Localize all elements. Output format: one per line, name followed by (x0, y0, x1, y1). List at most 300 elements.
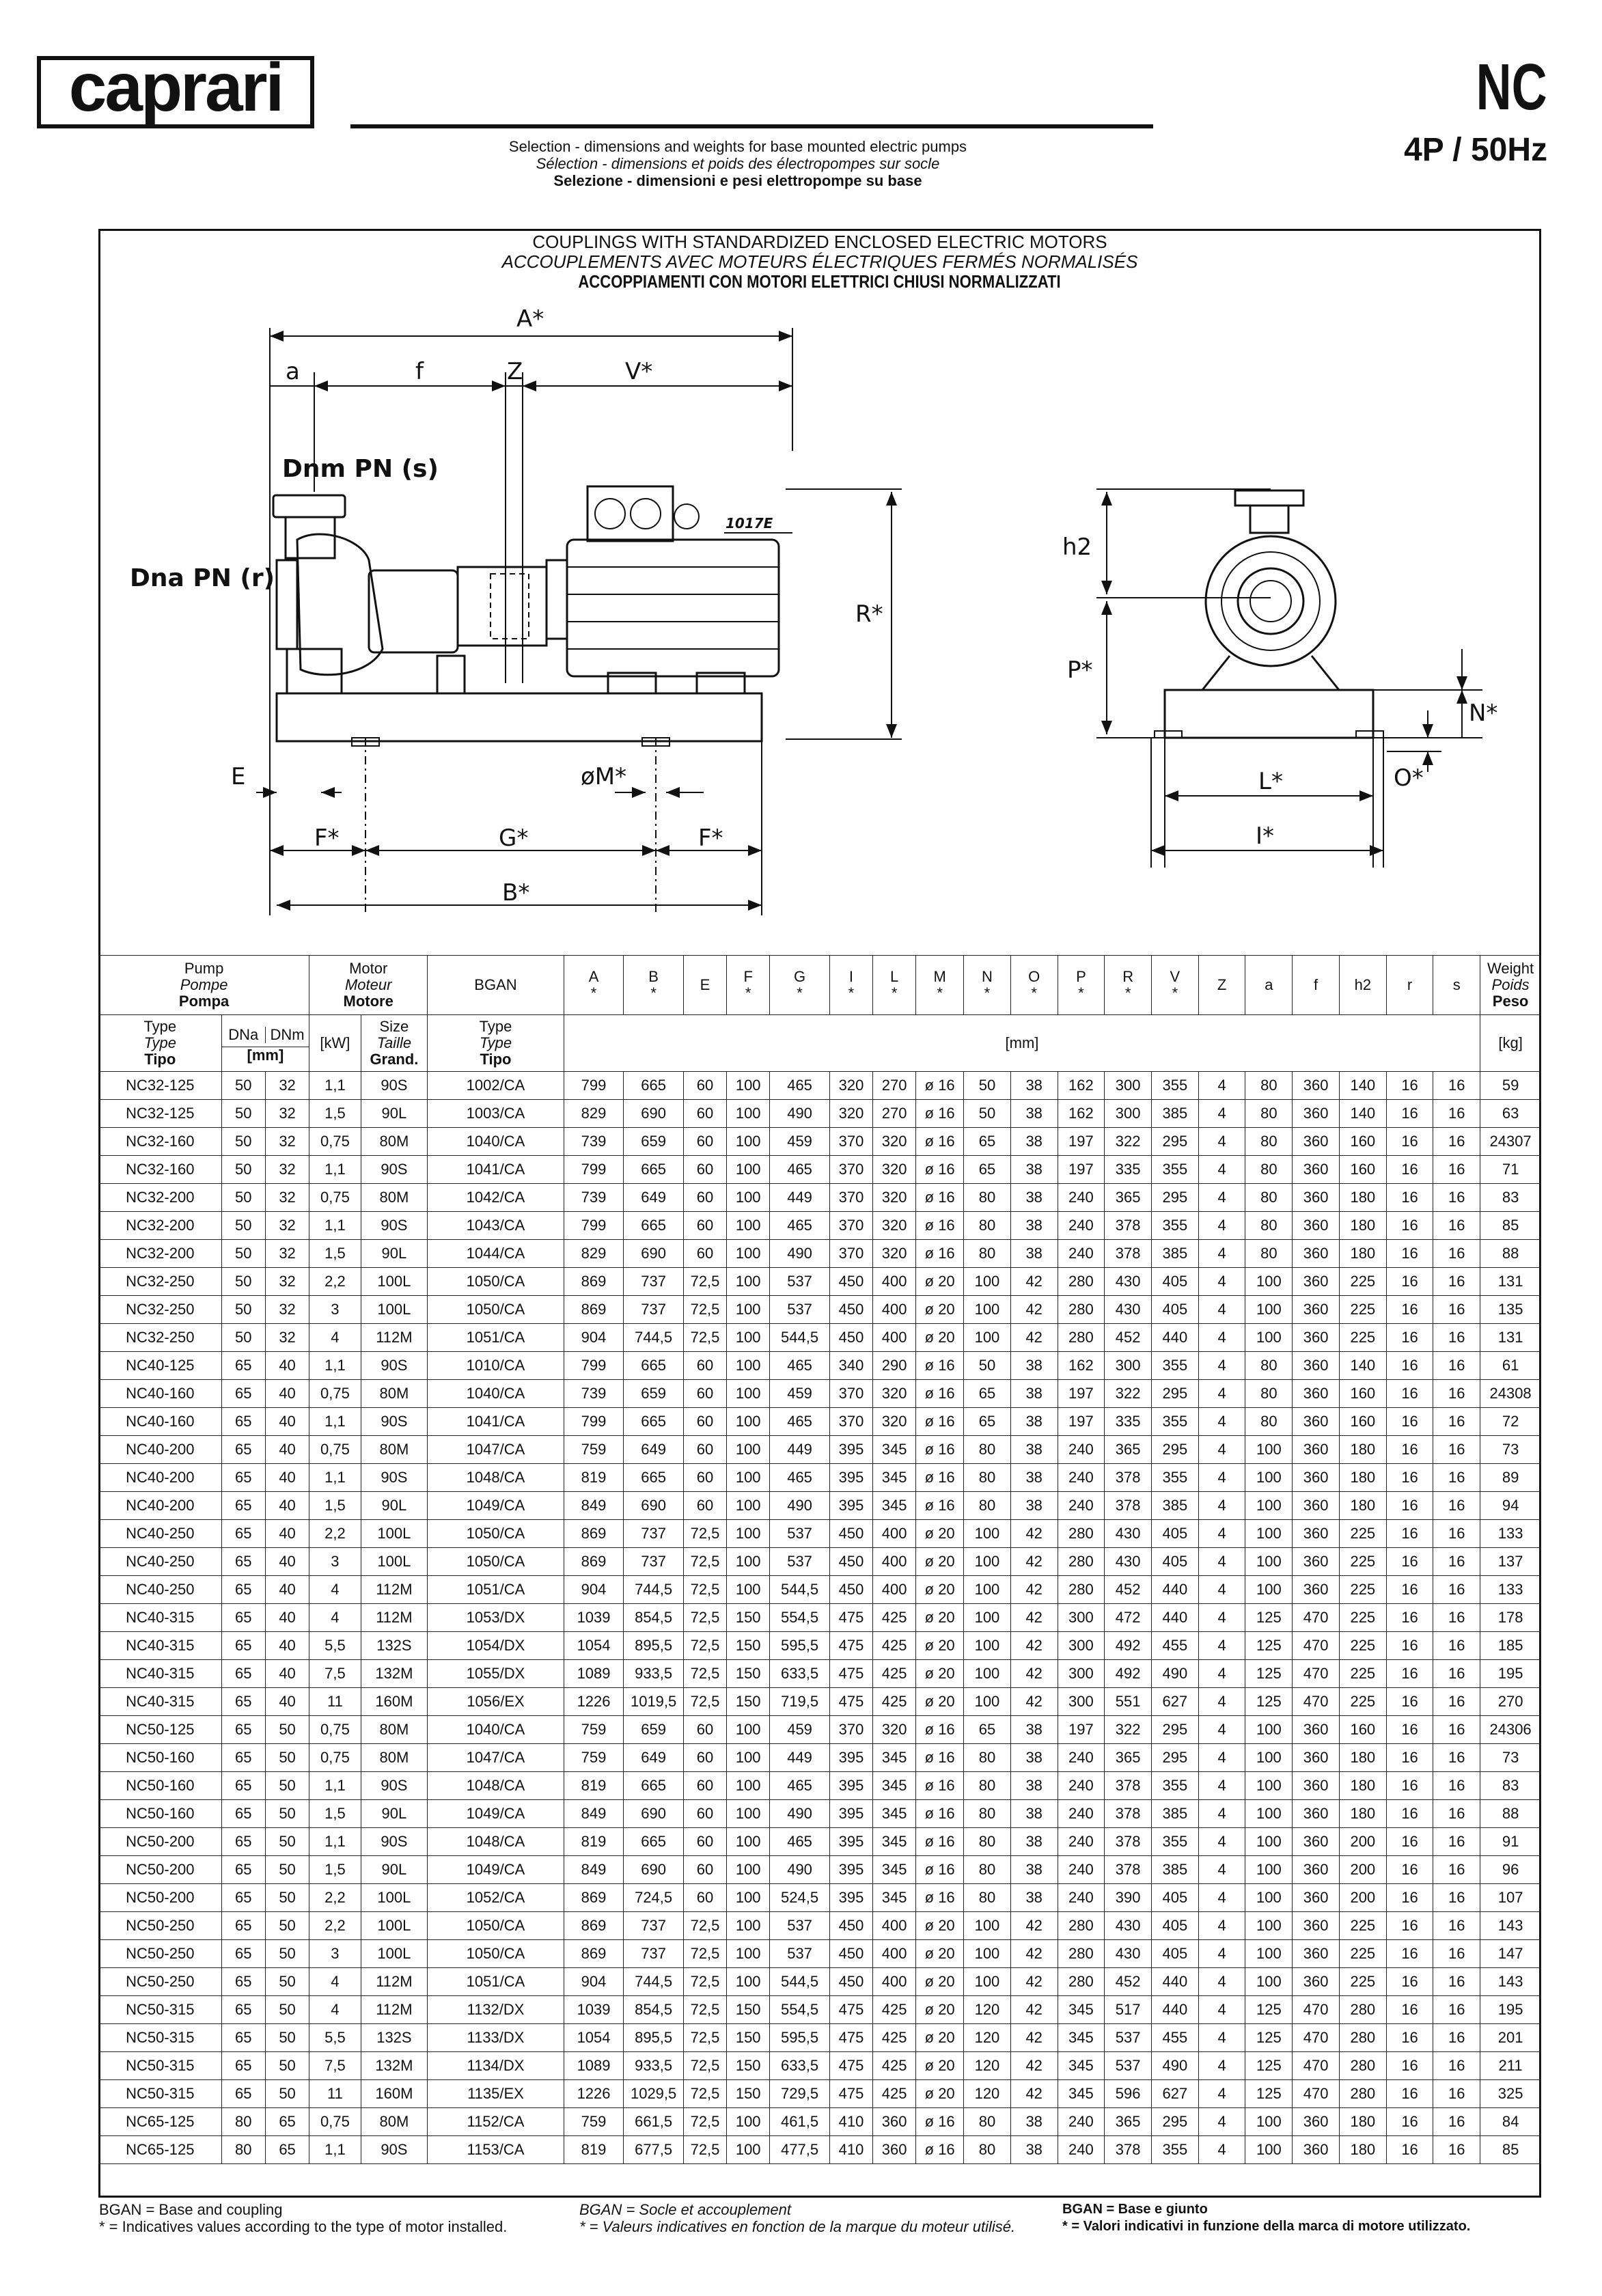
table-cell: 395 (829, 1744, 872, 1772)
table-cell: 197 (1058, 1128, 1105, 1156)
table-cell: 72,5 (683, 1996, 726, 2024)
table-cell: 16 (1433, 1352, 1480, 1380)
diagram-title-fr: ACCOUPLEMENTS AVEC MOTEURS ÉLECTRIQUES FERMÉS NORMALISÉS (501, 251, 1138, 272)
header-dnm: DNm (270, 1025, 305, 1043)
table-cell: 1226 (564, 1688, 624, 1716)
table-cell: 492 (1105, 1632, 1152, 1660)
table-cell: 819 (564, 2136, 624, 2164)
table-cell: 90L (361, 1100, 428, 1128)
frequency-label: 4P / 50Hz (1404, 132, 1547, 168)
table-cell: 1051/CA (428, 1576, 564, 1604)
table-cell: 11 (309, 1688, 361, 1716)
table-cell: 1,1 (309, 1772, 361, 1800)
table-cell: 322 (1105, 1128, 1152, 1156)
table-row (99, 1604, 1541, 1632)
table-cell: 455 (1152, 1632, 1199, 1660)
table-cell: 4 (1198, 1408, 1245, 1436)
table-cell: 38 (1010, 1156, 1058, 1184)
table-cell: 335 (1105, 1408, 1152, 1436)
subtitle-it: Selezione - dimensioni e pesi elettropompe su base (553, 172, 922, 189)
table-cell: 24308 (1480, 1380, 1541, 1408)
table-cell: 16 (1433, 1128, 1480, 1156)
table-cell: 869 (564, 1940, 624, 1968)
table-cell: ø 20 (916, 2024, 964, 2052)
table-row (99, 1240, 1541, 1268)
table-cell: 240 (1058, 1884, 1105, 1912)
table-cell: 16 (1386, 2136, 1433, 2164)
table-cell: 100 (727, 1576, 770, 1604)
table-cell: 4 (1198, 2024, 1245, 2052)
table-cell: 42 (1010, 1576, 1058, 1604)
table-cell: 1019,5 (624, 1688, 684, 1716)
table-cell: 72,5 (683, 2052, 726, 2080)
table-cell: 0,75 (309, 1380, 361, 1408)
table-cell: 50 (221, 1324, 265, 1352)
table-cell: 370 (829, 1716, 872, 1744)
table-cell: 38 (1010, 1828, 1058, 1856)
table-cell: 300 (1105, 1100, 1152, 1128)
table-cell: 400 (873, 1548, 916, 1576)
table-cell: 544,5 (770, 1968, 830, 1996)
table-cell: 345 (873, 1772, 916, 1800)
table-cell: 38 (1010, 1352, 1058, 1380)
table-cell: 100 (727, 1072, 770, 1100)
table-cell: 280 (1058, 1912, 1105, 1940)
table-cell: 849 (564, 1856, 624, 1884)
table-cell: 849 (564, 1492, 624, 1520)
table-cell: 537 (1105, 2052, 1152, 2080)
header-dna: DNa (222, 1027, 266, 1043)
table-cell: 345 (873, 1492, 916, 1520)
table-cell: 90S (361, 2136, 428, 2164)
table-cell: 16 (1386, 1184, 1433, 1212)
table-cell: ø 16 (916, 1856, 964, 1884)
table-cell: 300 (1105, 1352, 1152, 1380)
table-cell: 295 (1152, 1380, 1199, 1408)
table-cell: 4 (1198, 2080, 1245, 2108)
table-cell: 197 (1058, 1408, 1105, 1436)
table-row (99, 1884, 1541, 1912)
table-row (99, 1660, 1541, 1688)
table-cell: NC32-250 (99, 1268, 222, 1296)
table-cell: 180 (1339, 1184, 1386, 1212)
diagram-title-it: ACCOPPIAMENTI CON MOTORI ELETTRICI CHIUSI NORMALIZZATI (578, 271, 1062, 292)
table-cell: 345 (873, 1464, 916, 1492)
table-cell: 50 (221, 1240, 265, 1268)
table-cell: 100 (1245, 1968, 1293, 1996)
table-cell: 459 (770, 1380, 830, 1408)
table-cell: 40 (265, 1436, 309, 1464)
table-cell: 405 (1152, 1884, 1199, 1912)
table-row (99, 1492, 1541, 1520)
table-cell: 80 (1245, 1408, 1293, 1436)
table-cell: 80 (964, 1492, 1011, 1520)
table-cell: 517 (1105, 1996, 1152, 2024)
table-cell: 849 (564, 1800, 624, 1828)
table-cell: 112M (361, 1576, 428, 1604)
dim-label-V: V* (625, 358, 653, 385)
table-cell: 65 (221, 1912, 265, 1940)
table-cell: 300 (1058, 1604, 1105, 1632)
table-cell: 211 (1480, 2052, 1541, 2080)
table-cell: 2,2 (309, 1884, 361, 1912)
table-cell: 365 (1105, 1436, 1152, 1464)
table-cell: 100 (727, 1464, 770, 1492)
table-cell: 80 (964, 1212, 1011, 1240)
table-cell: 4 (1198, 1436, 1245, 1464)
table-cell: 4 (309, 1604, 361, 1632)
table-cell: 83 (1480, 1184, 1541, 1212)
table-cell: 492 (1105, 1660, 1152, 1688)
table-cell: 112M (361, 1604, 428, 1632)
table-cell: 100 (964, 1548, 1011, 1576)
table-cell: 65 (221, 1520, 265, 1548)
table-cell: 475 (829, 1632, 872, 1660)
table-cell: 16 (1433, 1604, 1480, 1632)
table-cell: 80 (964, 1800, 1011, 1828)
table-cell: 80 (964, 1240, 1011, 1268)
table-cell: 665 (624, 1464, 684, 1492)
table-cell: 125 (1245, 2052, 1293, 2080)
table-cell: 16 (1386, 1828, 1433, 1856)
table-cell: 16 (1386, 1128, 1433, 1156)
table-cell: 395 (829, 1436, 872, 1464)
table-cell: 16 (1433, 1884, 1480, 1912)
table-cell: 3 (309, 1548, 361, 1576)
table-cell: 61 (1480, 1352, 1541, 1380)
table-row (99, 1800, 1541, 1828)
table-cell: 16 (1386, 1240, 1433, 1268)
table-cell: 32 (265, 1100, 309, 1128)
dim-label-E: E (231, 763, 246, 790)
table-cell: 65 (964, 1128, 1011, 1156)
table-cell: 537 (770, 1520, 830, 1548)
table-cell: 360 (1293, 1324, 1340, 1352)
table-cell: NC40-160 (99, 1408, 222, 1436)
table-cell: 72,5 (683, 1296, 726, 1324)
header-weight: Weight Poids Peso (1480, 956, 1541, 1015)
table-cell: 72,5 (683, 1660, 726, 1688)
table-cell: 65 (221, 2080, 265, 2108)
table-cell: 490 (770, 1492, 830, 1520)
table-cell: 72,5 (683, 1520, 726, 1548)
table-cell: 201 (1480, 2024, 1541, 2052)
table-row (99, 1744, 1541, 1772)
table-cell: 4 (1198, 1856, 1245, 1884)
table-cell: 225 (1339, 1660, 1386, 1688)
table-cell: 1050/CA (428, 1520, 564, 1548)
table-cell: 240 (1058, 1828, 1105, 1856)
table-cell: 60 (683, 1800, 726, 1828)
table-cell: 100 (964, 1324, 1011, 1352)
table-cell: 100L (361, 1268, 428, 1296)
table-cell: 4 (1198, 1912, 1245, 1940)
table-cell: 325 (1480, 2080, 1541, 2108)
table-cell: 4 (1198, 1156, 1245, 1184)
table-cell: 42 (1010, 1660, 1058, 1688)
table-cell: 16 (1433, 1576, 1480, 1604)
dim-label-L: L* (1258, 768, 1283, 795)
table-row (99, 1856, 1541, 1884)
table-cell: 59 (1480, 1072, 1541, 1100)
table-cell: 80M (361, 1380, 428, 1408)
table-cell: 665 (624, 1408, 684, 1436)
header-dim-F: F * (727, 956, 770, 1015)
table-cell: 537 (770, 1548, 830, 1576)
table-cell: 240 (1058, 2136, 1105, 2164)
table-cell: 83 (1480, 1772, 1541, 1800)
table-cell: 400 (873, 1576, 916, 1604)
table-cell: 100 (727, 1884, 770, 1912)
table-cell: 100 (727, 1940, 770, 1968)
table-cell: 1,5 (309, 1492, 361, 1520)
table-cell: 295 (1152, 1744, 1199, 1772)
table-cell: 345 (873, 1828, 916, 1856)
table-cell: 100 (964, 1660, 1011, 1688)
table-cell: NC40-250 (99, 1520, 222, 1548)
table-cell: 554,5 (770, 1996, 830, 2024)
table-cell: 80 (221, 2108, 265, 2136)
table-cell: 360 (1293, 2136, 1340, 2164)
table-cell: 90S (361, 1772, 428, 1800)
table-cell: ø 20 (916, 1996, 964, 2024)
table-cell: 465 (770, 1212, 830, 1240)
table-cell: 73 (1480, 1436, 1541, 1464)
table-cell: 345 (873, 1436, 916, 1464)
table-cell: 4 (1198, 1996, 1245, 2024)
table-row (99, 1436, 1541, 1464)
table-cell: 132M (361, 1660, 428, 1688)
table-cell: 65 (221, 1632, 265, 1660)
table-cell: 1,1 (309, 1464, 361, 1492)
table-cell: 100 (727, 1128, 770, 1156)
table-cell: 132S (361, 1632, 428, 1660)
table-cell: 60 (683, 1100, 726, 1128)
table-cell: NC40-125 (99, 1352, 222, 1380)
subtitle-en: Selection - dimensions and weights for base mounted electric pumps (508, 138, 967, 155)
table-cell: 60 (683, 1240, 726, 1268)
table-cell: 195 (1480, 1660, 1541, 1688)
table-cell: 100 (1245, 1884, 1293, 1912)
table-cell: 452 (1105, 1576, 1152, 1604)
table-cell: 16 (1433, 1184, 1480, 1212)
table-cell: 360 (1293, 1884, 1340, 1912)
header-motor: Motor Moteur Motore (309, 956, 428, 1015)
table-cell: 360 (1293, 1352, 1340, 1380)
table-cell: 649 (624, 1436, 684, 1464)
table-cell: 50 (221, 1156, 265, 1184)
table-cell: 933,5 (624, 2052, 684, 2080)
table-cell: 16 (1433, 1436, 1480, 1464)
table-cell: 280 (1058, 1968, 1105, 1996)
table-cell: 42 (1010, 1968, 1058, 1996)
table-cell: 16 (1433, 1996, 1480, 2024)
table-cell: ø 16 (916, 2108, 964, 2136)
table-cell: 38 (1010, 1072, 1058, 1100)
table-cell: 659 (624, 1716, 684, 1744)
table-cell: 819 (564, 1772, 624, 1800)
table-cell: 737 (624, 1548, 684, 1576)
table-cell: 904 (564, 1968, 624, 1996)
table-cell: 1051/CA (428, 1968, 564, 1996)
table-cell: 80M (361, 1436, 428, 1464)
table-cell: 405 (1152, 1912, 1199, 1940)
table-cell: 1047/CA (428, 1436, 564, 1464)
table-cell: 133 (1480, 1520, 1541, 1548)
table-cell: 42 (1010, 1520, 1058, 1548)
table-cell: 4 (1198, 1576, 1245, 1604)
table-cell: 595,5 (770, 1632, 830, 1660)
table-cell: 320 (873, 1212, 916, 1240)
table-cell: 0,75 (309, 1128, 361, 1156)
table-row (99, 1380, 1541, 1408)
table-cell: 1056/EX (428, 1688, 564, 1716)
table-cell: 150 (727, 1632, 770, 1660)
table-cell: 649 (624, 1744, 684, 1772)
table-row (99, 1576, 1541, 1604)
dim-label-I: I* (1256, 822, 1275, 850)
table-cell: 65 (221, 1800, 265, 1828)
table-cell: 425 (873, 1604, 916, 1632)
table-cell: NC32-200 (99, 1212, 222, 1240)
table-cell: 819 (564, 1464, 624, 1492)
table-cell: 450 (829, 1324, 872, 1352)
table-cell: 42 (1010, 1632, 1058, 1660)
table-cell: 400 (873, 1324, 916, 1352)
table-cell: 16 (1386, 1352, 1433, 1380)
table-cell: 16 (1386, 1520, 1433, 1548)
table-cell: 465 (770, 1352, 830, 1380)
table-cell: ø 20 (916, 1548, 964, 1576)
table-cell: 100 (1245, 1940, 1293, 1968)
table-cell: 450 (829, 1940, 872, 1968)
table-cell: 100L (361, 1940, 428, 1968)
table-cell: 90L (361, 1856, 428, 1884)
table-cell: 1050/CA (428, 1912, 564, 1940)
table-cell: 131 (1480, 1324, 1541, 1352)
table-row (99, 1912, 1541, 1940)
table-cell: 16 (1386, 1072, 1433, 1100)
table-row (99, 1688, 1541, 1716)
table-cell: 390 (1105, 1884, 1152, 1912)
table-cell: 162 (1058, 1352, 1105, 1380)
table-cell: 16 (1433, 1464, 1480, 1492)
table-cell: 452 (1105, 1968, 1152, 1996)
table-cell: 38 (1010, 1884, 1058, 1912)
table-cell: 360 (1293, 1716, 1340, 1744)
table-cell: NC50-160 (99, 1744, 222, 1772)
table-cell: 38 (1010, 1716, 1058, 1744)
table-cell: 370 (829, 1408, 872, 1436)
table-cell: 4 (1198, 1352, 1245, 1380)
table-cell: 537 (770, 1296, 830, 1324)
table-cell: 80 (1245, 1156, 1293, 1184)
table-cell: 690 (624, 1240, 684, 1268)
table-cell: 60 (683, 1744, 726, 1772)
table-cell: 360 (1293, 1828, 1340, 1856)
table-cell: 180 (1339, 1240, 1386, 1268)
table-cell: 2,2 (309, 1268, 361, 1296)
table-cell: 16 (1386, 1744, 1433, 1772)
table-cell: 40 (265, 1688, 309, 1716)
table-cell: 65 (221, 1464, 265, 1492)
table-cell: 180 (1339, 1436, 1386, 1464)
table-cell: 280 (1058, 1940, 1105, 1968)
table-cell: 475 (829, 2052, 872, 2080)
table-cell: 40 (265, 1520, 309, 1548)
table-cell: 160 (1339, 1128, 1386, 1156)
table-cell: 430 (1105, 1940, 1152, 1968)
table-cell: 100 (727, 1716, 770, 1744)
table-cell: 16 (1386, 1996, 1433, 2024)
header-type: Type Type Tipo (99, 1015, 222, 1072)
table-cell: 4 (1198, 1884, 1245, 1912)
table-cell: ø 16 (916, 1716, 964, 1744)
dim-label-M: øM* (581, 763, 627, 790)
table-cell: 854,5 (624, 1604, 684, 1632)
table-cell: 72,5 (683, 1576, 726, 1604)
table-cell: 16 (1433, 1240, 1480, 1268)
table-cell: 84 (1480, 2108, 1541, 2136)
table-cell: 4 (1198, 1072, 1245, 1100)
table-cell: NC50-250 (99, 1968, 222, 1996)
table-cell: 295 (1152, 1128, 1199, 1156)
table-cell: 42 (1010, 2080, 1058, 2108)
table-cell: 759 (564, 1436, 624, 1464)
table-cell: 400 (873, 1968, 916, 1996)
table-cell: ø 20 (916, 1940, 964, 1968)
table-cell: 4 (1198, 2108, 1245, 2136)
table-cell: 80M (361, 1716, 428, 1744)
table-cell: 100L (361, 1884, 428, 1912)
table-cell: 869 (564, 1912, 624, 1940)
table-cell: NC32-250 (99, 1324, 222, 1352)
table-cell: 799 (564, 1352, 624, 1380)
table-cell: 4 (1198, 1324, 1245, 1352)
table-cell: 295 (1152, 1436, 1199, 1464)
table-cell: 355 (1152, 1156, 1199, 1184)
table-cell: 759 (564, 1744, 624, 1772)
table-cell: 737 (624, 1912, 684, 1940)
table-cell: 107 (1480, 1884, 1541, 1912)
table-cell: 65 (221, 1884, 265, 1912)
header-dim-V: V * (1152, 956, 1199, 1015)
caprari-logo: caprari (37, 56, 314, 128)
table-cell: NC50-315 (99, 1996, 222, 2024)
table-cell: 100 (964, 1632, 1011, 1660)
table-cell: 1050/CA (428, 1296, 564, 1324)
table-cell: 16 (1386, 1492, 1433, 1520)
table-cell: 50 (265, 1856, 309, 1884)
table-cell: 38 (1010, 1212, 1058, 1240)
table-cell: 737 (624, 1268, 684, 1296)
table-cell: 225 (1339, 1548, 1386, 1576)
table-cell: 819 (564, 1828, 624, 1856)
table-cell: 405 (1152, 1520, 1199, 1548)
table-cell: 537 (1105, 2024, 1152, 2052)
header-dim-G: G * (770, 956, 830, 1015)
table-cell: 65 (221, 1688, 265, 1716)
table-cell: 72,5 (683, 2080, 726, 2108)
table-cell: 430 (1105, 1296, 1152, 1324)
table-cell: 65 (964, 1408, 1011, 1436)
table-cell: 1050/CA (428, 1940, 564, 1968)
table-cell: 490 (770, 1100, 830, 1128)
table-cell: 544,5 (770, 1324, 830, 1352)
table-cell: 410 (829, 2136, 872, 2164)
table-cell: 649 (624, 1184, 684, 1212)
table-cell: 225 (1339, 1968, 1386, 1996)
